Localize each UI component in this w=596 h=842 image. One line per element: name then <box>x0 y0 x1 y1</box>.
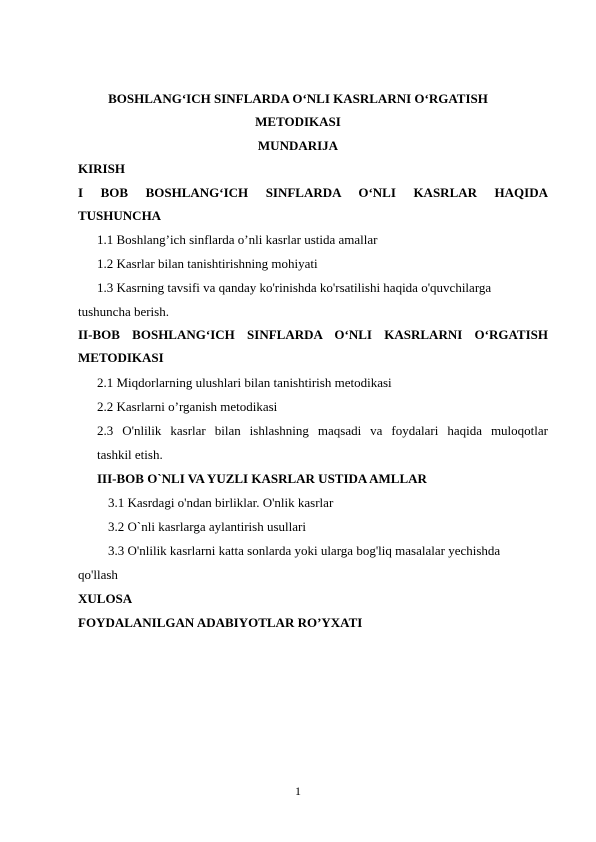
toc-chapter2-title-line2: METODIKASI <box>78 350 164 365</box>
toc-chapter1-title-line2: TUSHUNCHA <box>78 208 162 223</box>
toc-section-3-1: 3.1 Kasrdagi o'ndan birliklar. O'nlik kasrlar <box>108 495 334 510</box>
toc-section-3-2: 3.2 O`nli kasrlarga aylantirish usullari <box>108 519 306 534</box>
toc-chapter2-title-line1: II-BOB BOSHLANG‘ICH SINFLARDA O‘NLI KASRLARNI O‘RGATISH <box>78 327 548 342</box>
toc-section-2-3-line2: tashkil etish. <box>97 447 163 462</box>
toc-conclusion: XULOSA <box>78 591 133 606</box>
document-title-line1: BOSHLANG‘ICH SINFLARDA O‘NLI KASRLARNI O‘RGATISH <box>108 91 488 106</box>
toc-chapter1-title-line1: I BOB BOSHLANG‘ICH SINFLARDA O‘NLI KASRLAR HAQIDA <box>78 185 548 200</box>
document-title-line2: METODIKASI <box>255 114 341 129</box>
toc-section-1-2: 1.2 Kasrlar bilan tanishtirishning mohiyati <box>97 256 318 271</box>
toc-intro: KIRISH <box>78 161 125 176</box>
page-number: 1 <box>295 784 301 798</box>
toc-chapter3-title: III-BOB O`NLI VA YUZLI KASRLAR USTIDA AMLLAR <box>97 471 427 486</box>
toc-section-2-1: 2.1 Miqdorlarning ulushlari bilan tanishtirish metodikasi <box>97 375 392 390</box>
toc-section-1-3-line2: tushuncha berish. <box>78 304 169 319</box>
toc-section-3-3-line1: 3.3 O'nlilik kasrlarni katta sonlarda yoki ularga bog'liq masalalar yechishda <box>108 543 501 558</box>
toc-section-2-2: 2.2 Kasrlarni o’rganish metodikasi <box>97 399 278 414</box>
toc-section-1-1: 1.1 Boshlang’ich sinflarda o’nli kasrlar ustida amallar <box>97 232 378 247</box>
toc-references: FOYDALANILGAN ADABIYOTLAR RO’YXATI <box>78 615 363 630</box>
toc-section-2-3-line1: 2.3 O'nlilik kasrlar bilan ishlashning maqsadi va foydalari haqida muloqotlar <box>97 423 548 438</box>
toc-section-1-3-line1: 1.3 Kasrning tavsifi va qanday ko'rinishda ko'rsatilishi haqida o'quvchilarga <box>97 280 492 295</box>
toc-section-3-3-line2: qo'llash <box>78 567 118 582</box>
contents-heading: MUNDARIJA <box>257 138 339 153</box>
